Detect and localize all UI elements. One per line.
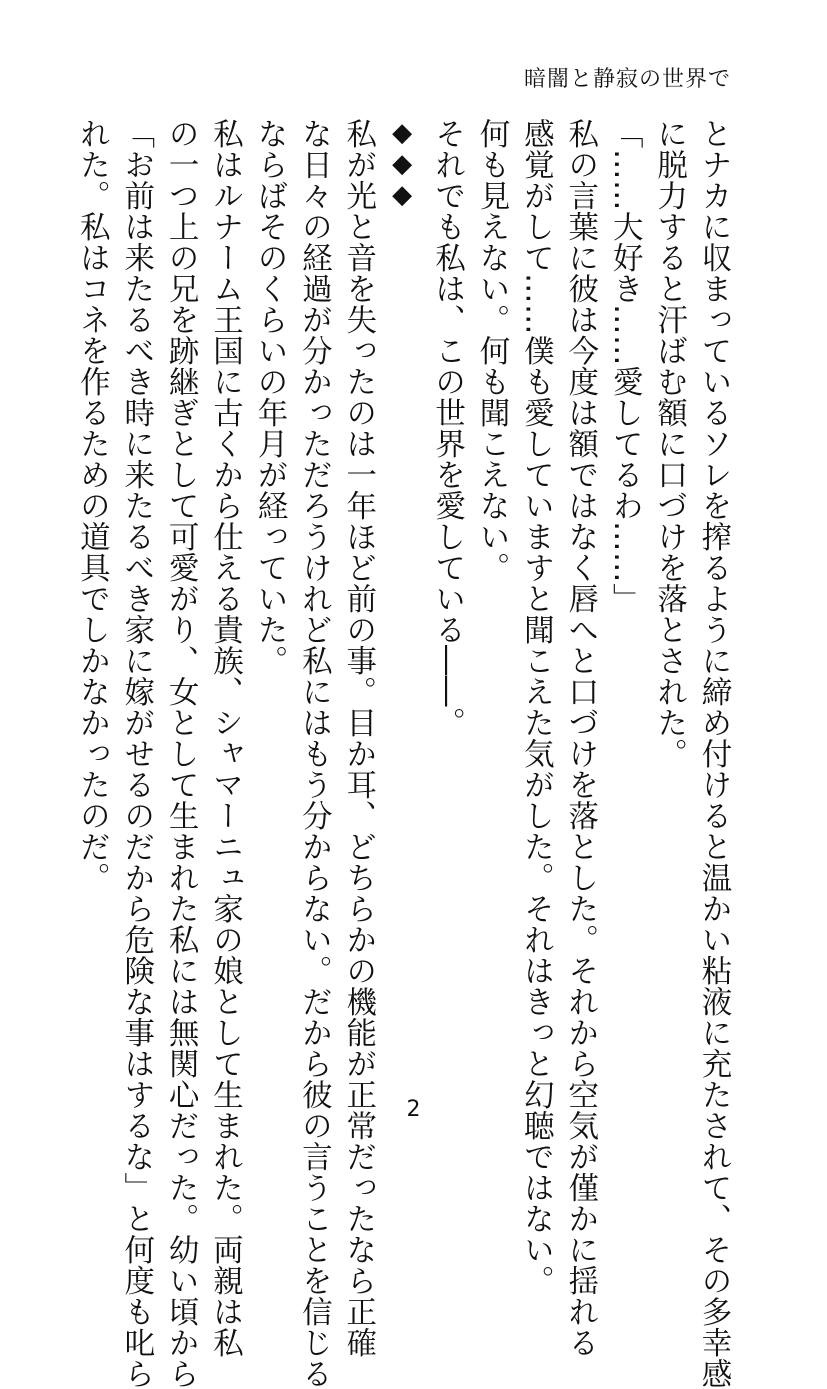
text-line: ならばそのくらいの年月が経っていた。 <box>251 118 287 676</box>
text-line: 私はルナーム王国に古くから仕える貴族、シャマーニュ家の娘として生まれた。両親は私 <box>207 118 243 1358</box>
text-line: な日々の経過が分かっただろうけれど私にはもう分からない。だから彼の言うことを信じる <box>296 118 332 1389</box>
text-line: とナカに収まっているソレを搾るように締め付けると温かい粘液に充たされて、その多幸感 <box>696 118 731 1389</box>
text-line: に脱力すると汗ばむ額に口づけを落とされた。 <box>651 118 687 769</box>
text-line: 「お前は来たるべき時に来たるべき家に嫁がせるのだから危険な事はするな」と何度も叱ら <box>118 118 154 1389</box>
section-separator: ◆◆◆ <box>387 118 418 211</box>
text-line: 「……大好き……愛してるわ……」 <box>607 118 643 614</box>
text-line: の一つ上の兄を跡継ぎとして可愛がり、女として生まれた私には無関心だった。幼い頃から <box>163 118 199 1389</box>
vertical-body-text <box>69 118 735 1389</box>
page-number: 2 <box>406 1097 421 1122</box>
text-line: れた。私はコネを作るための道具でしかなかったのだ。 <box>74 118 110 893</box>
text-line: 何も見えない。何も聞こえない。 <box>473 118 509 583</box>
running-header-title: 暗闇と静寂の世界で <box>523 67 731 92</box>
text-line: 感覚がして……僕も愛していますと聞こえた気がした。それはきっと幻聴ではない。 <box>518 118 554 1296</box>
text-line: 私が光と音を失ったのは一年ほど前の事。目か耳、どちらかの機能が正常だったなら正確 <box>340 118 376 1358</box>
text-line: それでも私は、この世界を愛している――。 <box>429 118 465 738</box>
text-line: 私の言葉に彼は今度は額ではなく唇へと口づけを落とした。それから空気が僅かに揺れる <box>562 118 598 1358</box>
